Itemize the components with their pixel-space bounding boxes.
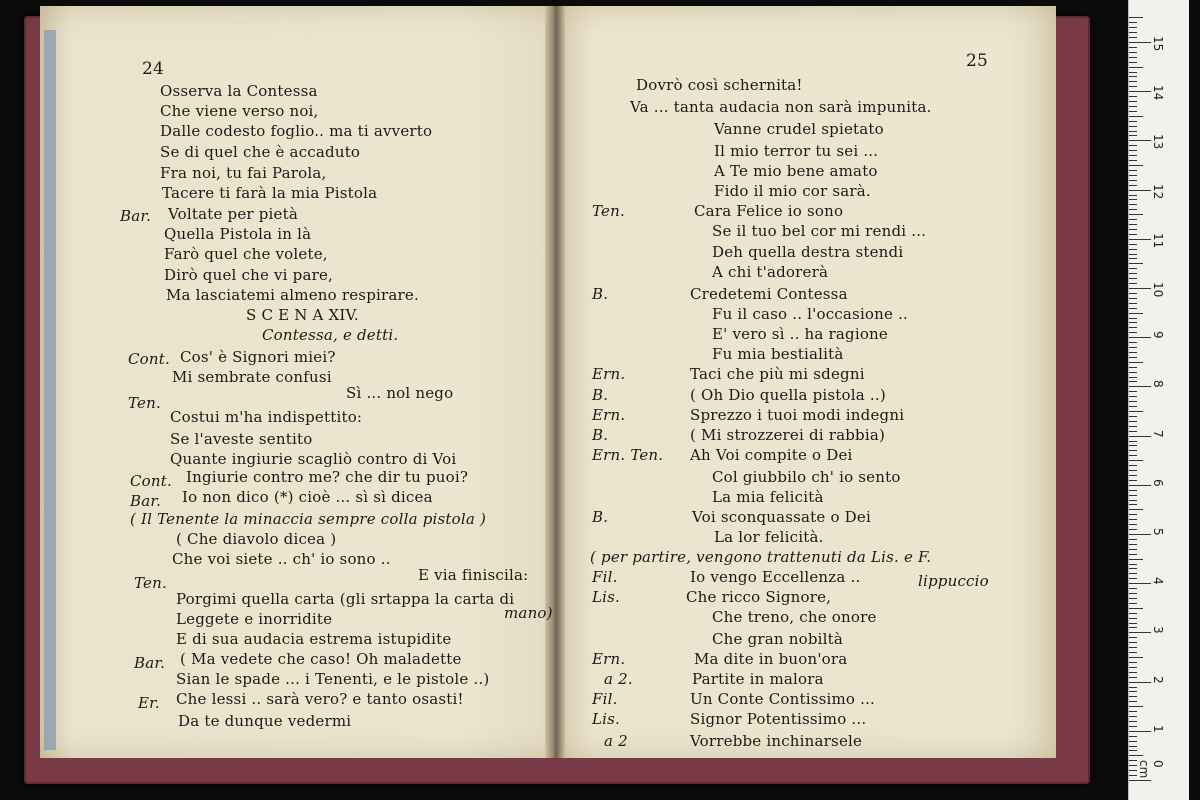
ruler-tick bbox=[1129, 696, 1137, 697]
ruler-tick bbox=[1129, 278, 1137, 279]
ruler-tick bbox=[1129, 22, 1137, 23]
left-line: Cont. bbox=[130, 472, 172, 490]
ruler-tick bbox=[1129, 534, 1151, 535]
ruler-tick bbox=[1129, 72, 1137, 73]
ruler-tick bbox=[1129, 706, 1143, 707]
ruler-tick bbox=[1129, 480, 1137, 481]
ruler-tick bbox=[1129, 352, 1137, 353]
right-line: Ern. Ten. bbox=[592, 446, 664, 464]
ruler-tick bbox=[1129, 175, 1137, 176]
ruler-tick bbox=[1129, 165, 1143, 166]
right-line: Cara Felice io sono bbox=[694, 202, 844, 220]
right-line: Il mio terror tu sei ... bbox=[714, 142, 879, 160]
ruler-tick bbox=[1129, 170, 1137, 171]
ruler-tick bbox=[1129, 303, 1137, 304]
ruler-tick bbox=[1129, 657, 1143, 658]
right-line: Che treno, che onore bbox=[712, 608, 877, 626]
ruler-tick bbox=[1129, 337, 1151, 338]
right-line: Ern. bbox=[592, 406, 626, 424]
ruler-tick bbox=[1129, 667, 1137, 668]
ruler-tick bbox=[1129, 145, 1137, 146]
left-line: Io non dico (*) cioè ... sì sì dicea bbox=[182, 488, 433, 506]
right-line: La lor felicità. bbox=[714, 528, 824, 546]
left-line: Bar. bbox=[130, 492, 162, 510]
right-line: Sprezzo i tuoi modi indegni bbox=[690, 406, 905, 424]
ruler-tick bbox=[1129, 721, 1137, 722]
ruler-tick bbox=[1129, 529, 1137, 530]
right-line: Che ricco Signore, bbox=[686, 588, 832, 606]
ruler-tick bbox=[1129, 736, 1137, 737]
ruler-tick bbox=[1129, 450, 1137, 451]
ruler-tick bbox=[1129, 495, 1137, 496]
ruler-tick bbox=[1129, 401, 1137, 402]
ruler-tick bbox=[1129, 672, 1137, 673]
ruler-tick bbox=[1129, 691, 1137, 692]
ruler-tick bbox=[1129, 416, 1137, 417]
ruler-tick bbox=[1129, 318, 1137, 319]
ruler-number: 8 bbox=[1151, 380, 1165, 389]
ruler-tick bbox=[1129, 377, 1137, 378]
ruler-tick bbox=[1129, 126, 1137, 127]
ruler-tick bbox=[1129, 603, 1137, 604]
left-line: Bar. bbox=[134, 654, 166, 672]
ruler-tick bbox=[1129, 750, 1137, 751]
ruler-tick bbox=[1129, 342, 1137, 343]
left-line: Fra noi, tu fai Parola, bbox=[160, 164, 327, 182]
ruler-tick bbox=[1129, 627, 1137, 628]
left-line: Farò quel che volete, bbox=[164, 245, 328, 263]
right-line: Ten. bbox=[592, 202, 625, 220]
ruler-tick bbox=[1129, 52, 1137, 53]
left-line: ( Ma vedete che caso! Oh maladette bbox=[180, 650, 462, 668]
ruler-number: 5 bbox=[1151, 528, 1165, 536]
right-line: Fil. bbox=[592, 568, 618, 586]
ruler-tick bbox=[1129, 111, 1137, 112]
ruler-tick bbox=[1129, 490, 1137, 491]
ruler-tick bbox=[1129, 593, 1137, 594]
ruler-tick bbox=[1129, 421, 1137, 422]
ruler-number: 15 bbox=[1151, 36, 1165, 52]
ruler-tick bbox=[1129, 81, 1137, 82]
right-line: Lis. bbox=[592, 710, 621, 728]
ruler-tick bbox=[1129, 539, 1137, 540]
ruler-number: 1 bbox=[1151, 724, 1165, 733]
ruler-tick bbox=[1129, 62, 1137, 63]
ruler-tick bbox=[1129, 180, 1137, 181]
ruler-tick bbox=[1129, 76, 1137, 77]
ruler-tick bbox=[1129, 160, 1137, 161]
ruler-tick bbox=[1129, 716, 1137, 717]
ruler-number: 4 bbox=[1151, 577, 1165, 585]
ruler-tick bbox=[1129, 770, 1137, 771]
ruler-tick bbox=[1129, 386, 1151, 387]
ruler-tick bbox=[1129, 509, 1143, 510]
ruler-tick bbox=[1129, 559, 1143, 560]
ruler-tick bbox=[1129, 775, 1137, 776]
right-line: Che gran nobiltà bbox=[712, 630, 843, 648]
ruler-tick bbox=[1129, 199, 1137, 200]
left-line: S C E N A XIV. bbox=[246, 306, 359, 324]
ruler-tick bbox=[1129, 288, 1151, 289]
ruler-tick bbox=[1129, 514, 1137, 515]
right-line: Vorrebbe inchinarsele bbox=[690, 732, 863, 750]
left-line: Ingiurie contro me? che dir tu puoi? bbox=[186, 468, 469, 486]
right-line: lippuccio bbox=[918, 572, 989, 590]
left-line: Quante ingiurie scagliò contro di Voi bbox=[170, 450, 457, 468]
ruler-tick bbox=[1129, 229, 1137, 230]
ruler-tick bbox=[1129, 642, 1137, 643]
left-line: Leggete e inorridite bbox=[176, 610, 333, 628]
ruler-tick bbox=[1129, 96, 1137, 97]
ruler-number: 3 bbox=[1151, 626, 1165, 635]
ruler-tick bbox=[1129, 500, 1137, 501]
ruler-tick bbox=[1129, 150, 1137, 151]
ruler-tick bbox=[1129, 254, 1137, 255]
ruler-number: 13 bbox=[1151, 134, 1165, 150]
ruler-tick bbox=[1129, 308, 1137, 309]
ruler-tick bbox=[1129, 263, 1143, 264]
left-line: Ma lasciatemi almeno respirare. bbox=[166, 286, 419, 304]
right-line: B. bbox=[592, 285, 609, 303]
left-line: Dalle codesto foglio.. ma ti avverto bbox=[160, 122, 433, 140]
left-line: Ten. bbox=[128, 394, 161, 412]
ruler-tick bbox=[1129, 544, 1137, 545]
ruler-number: 9 bbox=[1151, 331, 1165, 339]
right-line: E' vero sì .. ha ragione bbox=[712, 325, 888, 343]
left-line: Costui m'ha indispettito: bbox=[170, 408, 363, 426]
ruler-tick bbox=[1129, 613, 1137, 614]
right-line: B. bbox=[592, 386, 609, 404]
right-line: Fil. bbox=[592, 690, 618, 708]
ruler-tick bbox=[1129, 357, 1137, 358]
ruler-tick bbox=[1129, 701, 1137, 702]
right-line: Taci che più mi sdegni bbox=[690, 365, 865, 383]
ruler-tick bbox=[1129, 347, 1137, 348]
left-line: Porgimi quella carta (gli srtappa la carta di bbox=[176, 590, 515, 608]
ruler-tick bbox=[1129, 283, 1137, 284]
left-line: Quella Pistola in là bbox=[164, 225, 312, 243]
ruler-tick bbox=[1129, 391, 1137, 392]
ruler-tick bbox=[1129, 573, 1137, 574]
right-line: ( Oh Dio quella pistola ..) bbox=[690, 386, 886, 404]
right-page-number: 25 bbox=[966, 51, 989, 71]
ruler-tick bbox=[1129, 504, 1137, 505]
ruler-tick bbox=[1129, 746, 1137, 747]
ruler-tick bbox=[1129, 760, 1137, 761]
ruler-tick bbox=[1129, 765, 1137, 766]
left-line: E di sua audacia estrema istupidite bbox=[176, 630, 452, 648]
ruler-tick bbox=[1129, 396, 1137, 397]
ruler-tick bbox=[1129, 711, 1137, 712]
ruler-tick bbox=[1129, 155, 1137, 156]
ruler-tick bbox=[1129, 578, 1137, 579]
ruler-tick bbox=[1129, 475, 1137, 476]
ruler-tick bbox=[1129, 273, 1137, 274]
ruler-tick bbox=[1129, 116, 1143, 117]
left-line: Che lessi .. sarà vero? e tanto osasti! bbox=[176, 690, 464, 708]
ruler-tick bbox=[1129, 677, 1137, 678]
left-line: ( Che diavolo dicea ) bbox=[176, 530, 337, 548]
ruler-tick bbox=[1129, 209, 1137, 210]
left-line: Ten. bbox=[134, 574, 167, 592]
ruler-tick bbox=[1129, 234, 1137, 235]
ruler-number: 10 bbox=[1151, 282, 1165, 298]
ruler-tick bbox=[1129, 568, 1137, 569]
left-line: Se di quel che è accaduto bbox=[160, 143, 361, 161]
ruler-tick bbox=[1129, 426, 1137, 427]
left-line: Contessa, e detti. bbox=[262, 326, 399, 344]
ruler-tick bbox=[1129, 780, 1151, 781]
left-line: Tacere ti farà la mia Pistola bbox=[162, 184, 378, 202]
ruler-tick bbox=[1129, 106, 1137, 107]
ruler-tick bbox=[1129, 549, 1137, 550]
ruler-tick bbox=[1129, 313, 1143, 314]
right-line: Credetemi Contessa bbox=[690, 285, 848, 303]
ruler-tick bbox=[1129, 131, 1137, 132]
ruler-tick bbox=[1129, 91, 1151, 92]
right-line: Ern. bbox=[592, 650, 626, 668]
ruler-tick bbox=[1129, 367, 1137, 368]
ruler-tick bbox=[1129, 470, 1137, 471]
right-line: ( per partire, vengono trattenuti da Lis. e F. bbox=[590, 548, 932, 566]
left-line: Che voi siete .. ch' io sono .. bbox=[172, 550, 391, 568]
ruler-tick bbox=[1129, 37, 1137, 38]
right-line: Ma dite in buon'ora bbox=[694, 650, 848, 668]
left-line: Bar. bbox=[120, 207, 152, 225]
ruler-tick bbox=[1129, 185, 1137, 186]
ruler-tick bbox=[1129, 372, 1137, 373]
left-line: Che viene verso noi, bbox=[160, 102, 319, 120]
ruler-number: 12 bbox=[1151, 183, 1165, 199]
ruler-tick bbox=[1129, 362, 1143, 363]
ruler-tick bbox=[1129, 411, 1143, 412]
ruler-tick bbox=[1129, 42, 1151, 43]
ruler-tick bbox=[1129, 293, 1137, 294]
ruler-tick bbox=[1129, 731, 1151, 732]
ruler-tick bbox=[1129, 647, 1137, 648]
ruler-tick bbox=[1129, 623, 1137, 624]
left-line: Mi sembrate confusi bbox=[172, 368, 332, 386]
ruler-tick bbox=[1129, 268, 1137, 269]
right-line: a 2. bbox=[604, 670, 633, 688]
left-line: Cont. bbox=[128, 350, 170, 368]
ruler-number: 2 bbox=[1151, 675, 1165, 684]
ruler-tick bbox=[1129, 662, 1137, 663]
ruler-tick bbox=[1129, 524, 1137, 525]
ruler-number: 14 bbox=[1151, 85, 1165, 101]
ruler-tick bbox=[1129, 564, 1137, 565]
ruler-tick bbox=[1129, 244, 1137, 245]
left-line: Osserva la Contessa bbox=[160, 82, 318, 100]
ruler-tick bbox=[1129, 436, 1151, 437]
ruler-tick bbox=[1129, 455, 1137, 456]
left-line: Sì ... nol nego bbox=[346, 384, 454, 402]
right-line: Fu il caso .. l'occasione .. bbox=[712, 305, 909, 323]
ruler-tick bbox=[1129, 588, 1137, 589]
right-line: Va ... tanta audacia non sarà impunita. bbox=[630, 98, 932, 116]
ruler-tick bbox=[1129, 239, 1151, 240]
ruler-tick bbox=[1129, 322, 1137, 323]
ruler-tick bbox=[1129, 135, 1137, 136]
ruler-tick bbox=[1129, 381, 1137, 382]
ruler-tick bbox=[1129, 101, 1137, 102]
ruler-tick bbox=[1129, 687, 1137, 688]
ruler-tick bbox=[1129, 249, 1137, 250]
left-line: Er. bbox=[138, 694, 160, 712]
left-line: ( Il Tenente la minaccia sempre colla pistola ) bbox=[130, 510, 487, 528]
ruler-tick bbox=[1129, 57, 1137, 58]
ruler-tick bbox=[1129, 741, 1137, 742]
left-line: Sian le spade ... i Tenenti, e le pistole ..) bbox=[176, 670, 490, 688]
right-line: Un Conte Contissimo ... bbox=[690, 690, 876, 708]
ruler-tick bbox=[1129, 431, 1137, 432]
ruler-number: 7 bbox=[1151, 429, 1165, 438]
left-line: Dirò quel che vi pare, bbox=[164, 266, 334, 284]
left-line: Se l'aveste sentito bbox=[170, 430, 313, 448]
ruler-tick bbox=[1129, 583, 1151, 584]
ruler-tick bbox=[1129, 485, 1151, 486]
page-gutter bbox=[545, 6, 565, 758]
ruler-tick bbox=[1129, 618, 1137, 619]
ruler-tick bbox=[1129, 465, 1137, 466]
ruler-tick bbox=[1129, 67, 1143, 68]
ruler-tick bbox=[1129, 554, 1137, 555]
ruler-tick bbox=[1129, 121, 1137, 122]
ruler-tick bbox=[1129, 332, 1137, 333]
ruler-tick bbox=[1129, 47, 1137, 48]
ruler-number: 6 bbox=[1151, 478, 1165, 487]
right-line: Deh quella destra stendi bbox=[712, 243, 904, 261]
ruler-tick bbox=[1129, 204, 1137, 205]
ruler-tick bbox=[1129, 726, 1137, 727]
ruler-tick bbox=[1129, 682, 1151, 683]
ruler-tick bbox=[1129, 140, 1151, 141]
right-line: Dovrò così schernita! bbox=[636, 76, 803, 94]
ruler-tick bbox=[1129, 195, 1137, 196]
ruler-tick bbox=[1129, 445, 1137, 446]
ruler-tick bbox=[1129, 219, 1137, 220]
ruler-tick bbox=[1129, 441, 1137, 442]
right-line: Io vengo Eccellenza .. bbox=[690, 568, 861, 586]
right-line: Fido il mio cor sarà. bbox=[714, 182, 871, 200]
right-line: B. bbox=[592, 426, 609, 444]
ruler-tick bbox=[1129, 32, 1137, 33]
right-line: A chi t'adorerà bbox=[712, 263, 829, 281]
ruler-tick bbox=[1129, 86, 1137, 87]
ruler-tick bbox=[1129, 460, 1143, 461]
right-line: Lis. bbox=[592, 588, 621, 606]
ruler-tick bbox=[1129, 190, 1151, 191]
right-line: B. bbox=[592, 508, 609, 526]
right-line: Voi sconquassate o Dei bbox=[692, 508, 871, 526]
left-line: Cos' è Signori miei? bbox=[180, 348, 336, 366]
ruler-tick bbox=[1129, 519, 1137, 520]
left-line: E via finiscila: bbox=[418, 566, 529, 584]
right-line: Col giubbilo ch' io sento bbox=[712, 468, 901, 486]
ruler-tick bbox=[1129, 608, 1143, 609]
right-line: A Te mio bene amato bbox=[714, 162, 878, 180]
ruler-number: 11 bbox=[1151, 232, 1165, 249]
left-line: mano) bbox=[504, 604, 553, 622]
ruler-tick bbox=[1129, 224, 1137, 225]
right-line: La mia felicità bbox=[712, 488, 824, 506]
right-line: Partite in malora bbox=[692, 670, 824, 688]
ruler-tick bbox=[1129, 755, 1143, 756]
ruler-tick bbox=[1129, 27, 1137, 28]
ruler-tick bbox=[1129, 637, 1137, 638]
ruler-tick bbox=[1129, 258, 1137, 259]
ruler-tick bbox=[1129, 327, 1137, 328]
ruler-tick bbox=[1129, 17, 1143, 18]
ruler-tick bbox=[1129, 598, 1137, 599]
right-line: Se il tuo bel cor mi rendi ... bbox=[712, 222, 927, 240]
ruler-tick bbox=[1129, 298, 1137, 299]
spine-binding bbox=[44, 30, 56, 750]
left-line: Da te dunque vedermi bbox=[178, 712, 352, 730]
ruler-tick bbox=[1129, 632, 1151, 633]
ruler-unit-label: 0 cm bbox=[1137, 760, 1165, 779]
left-page-number: 24 bbox=[142, 59, 165, 79]
measuring-ruler bbox=[1128, 0, 1189, 800]
right-line: Fu mia bestialità bbox=[712, 345, 844, 363]
ruler-tick bbox=[1129, 652, 1137, 653]
left-line: Voltate per pietà bbox=[168, 205, 298, 223]
right-line: Vanne crudel spietato bbox=[714, 120, 884, 138]
right-line: Ern. bbox=[592, 365, 626, 383]
right-line: ( Mi strozzerei di rabbia) bbox=[690, 426, 886, 444]
ruler-tick bbox=[1129, 214, 1143, 215]
right-line: Ah Voi compite o Dei bbox=[690, 446, 853, 464]
right-line: Signor Potentissimo ... bbox=[690, 710, 867, 728]
ruler-tick bbox=[1129, 406, 1137, 407]
right-line: a 2 bbox=[604, 732, 628, 750]
